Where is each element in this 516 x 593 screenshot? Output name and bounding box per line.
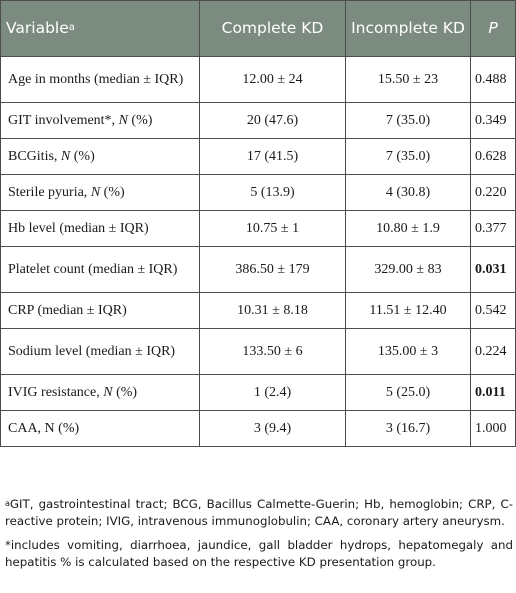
header-variable	[1, 1, 200, 57]
cell-variable-n: N	[103, 384, 113, 400]
cell-incomplete: 10.80 ± 1.9	[346, 211, 471, 247]
cell-variable-n: N	[118, 112, 128, 128]
table-row	[1, 211, 516, 247]
cell-variable: CAA, N (%)	[1, 411, 200, 447]
cell-incomplete: 7 (35.0)	[346, 139, 471, 175]
cell-complete: 5 (13.9)	[200, 175, 346, 211]
table-row	[1, 293, 516, 329]
cell-variable-text: Sterile pyuria,	[8, 184, 91, 200]
cell-variable-n: N	[90, 184, 101, 200]
cell-complete: 20 (47.6)	[200, 103, 346, 139]
cell-p: 0.349	[471, 103, 516, 139]
table-row	[1, 411, 516, 447]
cell-variable-suffix: (%)	[100, 184, 125, 200]
table-row	[1, 247, 516, 293]
header-complete-kd: Complete KD	[200, 1, 346, 57]
cell-p: 0.542	[471, 293, 516, 329]
cell-complete: 133.50 ± 6	[200, 329, 346, 375]
cell-p: 0.628	[471, 139, 516, 175]
cell-variable-n: N	[60, 148, 71, 164]
table-footnotes	[5, 496, 513, 571]
cell-incomplete: 135.00 ± 3	[346, 329, 471, 375]
footnote-abbreviations	[5, 496, 513, 530]
cell-variable	[1, 375, 200, 411]
cell-variable: CRP (median ± IQR)	[1, 293, 200, 329]
cell-variable	[1, 175, 200, 211]
cell-complete: 386.50 ± 179	[200, 247, 346, 293]
table-row	[1, 329, 516, 375]
cell-incomplete: 3 (16.7)	[346, 411, 471, 447]
table-row	[1, 375, 516, 411]
cell-variable: Age in months (median ± IQR)	[1, 57, 200, 103]
cell-incomplete: 4 (30.8)	[346, 175, 471, 211]
cell-p: 0.220	[471, 175, 516, 211]
footnote-a-text: GIT, gastrointestinal tract; BCG, Bacillus Calmette-Guerin; Hb, hemoglobin; CRP, C-reactive protein; IVIG, intravenous immunoglobulin; CAA, coronary artery aneurysm.	[5, 497, 513, 528]
cell-variable: Hb level (median ± IQR)	[1, 211, 200, 247]
cell-incomplete: 11.51 ± 12.40	[346, 293, 471, 329]
cell-incomplete: 329.00 ± 83	[346, 247, 471, 293]
header-incomplete-kd: Incomplete KD	[346, 1, 471, 57]
table-header-row	[1, 1, 516, 57]
cell-variable	[1, 139, 200, 175]
cell-incomplete: 7 (35.0)	[346, 103, 471, 139]
cell-variable-text: GIT involvement*,	[8, 112, 119, 128]
cell-variable-suffix: (%)	[112, 384, 138, 400]
table-row	[1, 57, 516, 103]
cell-p: 0.377	[471, 211, 516, 247]
cell-variable: Sodium level (median ± IQR)	[1, 329, 200, 375]
cell-p: 0.031	[471, 247, 516, 293]
table-row	[1, 139, 516, 175]
cell-p: 1.000	[471, 411, 516, 447]
cell-complete: 10.75 ± 1	[200, 211, 346, 247]
cell-variable: Platelet count (median ± IQR)	[1, 247, 200, 293]
table-row	[1, 175, 516, 211]
cell-complete: 17 (41.5)	[200, 139, 346, 175]
footnote-a-marker: a	[5, 499, 10, 508]
header-p-value	[471, 1, 516, 57]
cell-variable-suffix: (%)	[70, 148, 95, 164]
cell-incomplete: 15.50 ± 23	[346, 57, 471, 103]
cell-variable-text: BCGitis,	[8, 148, 61, 164]
cell-complete: 3 (9.4)	[200, 411, 346, 447]
cell-p: 0.011	[471, 375, 516, 411]
cell-variable-text: IVIG resistance,	[8, 384, 104, 400]
header-variable-label: Variable	[6, 19, 69, 37]
cell-complete: 1 (2.4)	[200, 375, 346, 411]
cell-variable-suffix: (%)	[127, 112, 153, 128]
table-row	[1, 103, 516, 139]
cell-complete: 12.00 ± 24	[200, 57, 346, 103]
cell-incomplete: 5 (25.0)	[346, 375, 471, 411]
cell-complete: 10.31 ± 8.18	[200, 293, 346, 329]
footnote-git-involvement: *includes vomiting, diarrhoea, jaundice, gall bladder hydrops, hepatomegaly and hepatitis % is calculated based on the respective KD presentation group.	[5, 538, 513, 569]
cell-variable	[1, 103, 200, 139]
header-variable-footnote-marker: a	[68, 22, 75, 33]
cell-p: 0.224	[471, 329, 516, 375]
header-p-label: P	[488, 19, 498, 37]
cell-p: 0.488	[471, 57, 516, 103]
